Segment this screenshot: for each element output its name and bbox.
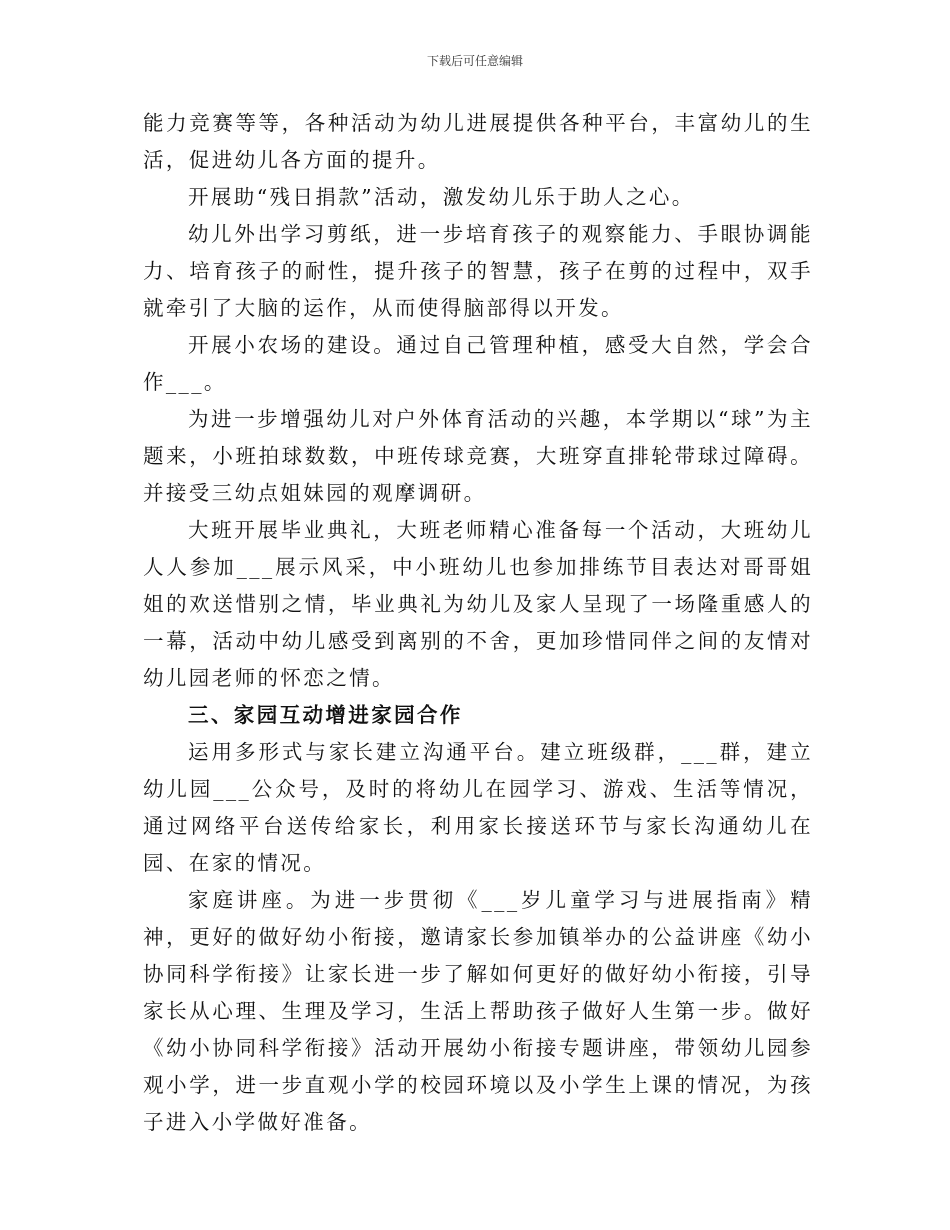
paragraph-2: 开展助“残日捐款”活动，激发幼儿乐于助人之心。 <box>188 185 695 209</box>
paragraph-8: 家庭讲座。为进一步贯彻《___岁儿童学习与进展指南》精神，更好的做好幼小衔接，邀请家长参加镇举办的公益讲座《幼小协同科学衔接》让家长进一步了解如何更好的做好幼小衔接，引导家长从心理、生理及学习，生活上帮助孩子做好人生第一步。做好《幼小协同科学衔接》活动开展幼小衔接专题讲座，带领幼儿园参观小学，进一步直观小学的校园环境以及小学生上课的情况，为孩子进入小学做好准备。 <box>143 888 813 1134</box>
section-heading: 三、家园互动增进家园合作 <box>188 703 463 727</box>
paragraph-6: 大班开展毕业典礼，大班老师精心准备每一个活动，大班幼儿人人参加___展示风采，中小班幼儿也参加排练节目表达对哥哥姐姐的欢送惜别之情，毕业典礼为幼儿及家人呈现了一场隆重感人的一幕，活动中幼儿感受到离别的不舍，更加珍惜同伴之间的友情对幼儿园老师的怀恋之情。 <box>143 518 813 690</box>
paragraph-5: 为进一步增强幼儿对户外体育活动的兴趣，本学期以“球”为主题来，小班拍球数数，中班传球竞赛，大班穿直排轮带球过障碍。并接受三幼点姐妹园的观摩调研。 <box>143 407 813 505</box>
document-body <box>143 105 813 1141</box>
paragraph-3: 幼儿外出学习剪纸，进一步培育孩子的观察能力、手眼协调能力、培育孩子的耐性，提升孩子的智慧，孩子在剪的过程中，双手就牵引了大脑的运作，从而使得脑部得以开发。 <box>143 222 813 320</box>
paragraph-7: 运用多形式与家长建立沟通平台。建立班级群，___群，建立幼儿园___公众号，及时的将幼儿在园学习、游戏、生活等情况，通过网络平台送传给家长，利用家长接送环节与家长沟通幼儿在园、在家的情况。 <box>143 740 813 875</box>
paragraph-1: 能力竞赛等等，各种活动为幼儿进展提供各种平台，丰富幼儿的生活，促进幼儿各方面的提升。 <box>143 111 813 172</box>
paragraph-4: 开展小农场的建设。通过自己管理种植，感受大自然，学会合作___。 <box>143 333 813 394</box>
page-header: 下载后可任意编辑 <box>426 54 523 68</box>
